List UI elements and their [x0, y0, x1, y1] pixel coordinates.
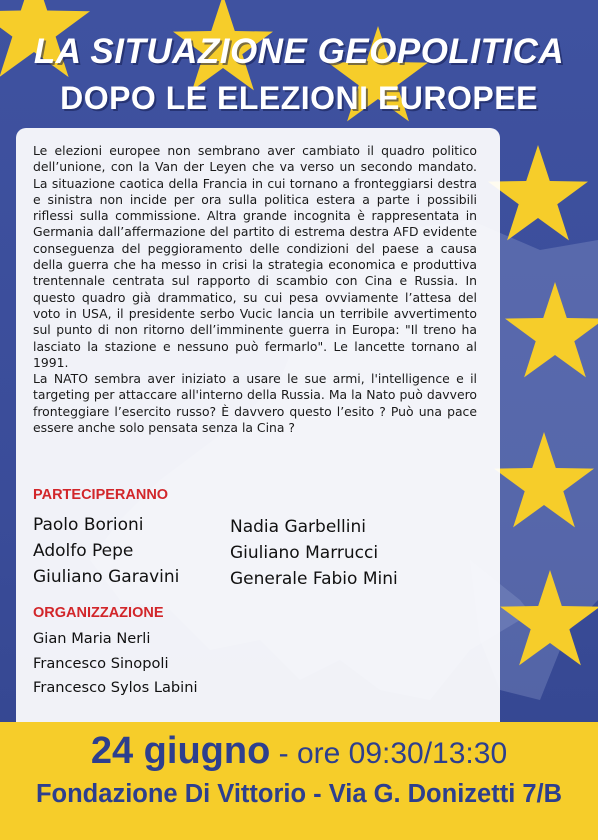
- body-paragraph-2: La NATO sembra aver iniziato a usare le sue armi, l'intelligence e il targeting per attaccare all'interno della Russia. Ma la Nato può davvero fronteggiare l’esercito russo? È davvero questo l’esito ? Può una pace essere anche solo pensata senza la Cina ?: [33, 371, 477, 436]
- participants-column-1: [33, 512, 179, 590]
- star-icon: [488, 145, 588, 241]
- organizer-name: Gian Maria Nerli: [33, 630, 151, 647]
- participant-name: Generale Fabio Mini: [230, 569, 398, 589]
- participant-name: Nadia Garbellini: [230, 517, 366, 537]
- title-line-2: DOPO LE ELEZIONI EUROPEE: [60, 80, 538, 116]
- star-icon: [505, 282, 598, 378]
- participant-name: Adolfo Pepe: [33, 541, 134, 561]
- participants-column-2: [230, 514, 398, 592]
- star-icon: [494, 432, 594, 528]
- event-date: 24 giugno: [90, 730, 271, 772]
- participant-name: Paolo Borioni: [33, 515, 144, 535]
- organization-list: [33, 627, 198, 701]
- participant-name: Giuliano Garavini: [33, 567, 180, 587]
- event-date-line: [0, 730, 598, 773]
- body-paragraph-1: Le elezioni europee non sembrano aver cambiato il quadro politico dell’unione, con la Van der Leyen che va verso un secondo mandato. La situazione caotica della Francia in cui tornano a fronteggiarsi destra e sinistra non incide per ora sulla politica estera a parte i possibili riflessi sulla commissione. Altra grande incognita è rappresentata in Germania dall’affermazione del partito di estrema destra AFD evidente conseguenza del peggioramento delle condizioni del paese a causa della guerra che ha messo in crisi la strategia economica e produttiva trentennale centrata sul rapporto di scambio con Cina e Russia. In questo quadro già drammatico, su cui pesa ovviamente l’attesa del voto in USA, il presidente serbo Vucic lancia un terribile avvertimento sul punto di non ritorno dell’imminente guerra in Europa: "Il treno ha lasciato la stazione e nessuno può fermarlo". Le lancette tornano al 1991.: [33, 143, 477, 370]
- body-text: [33, 143, 477, 436]
- organization-heading: ORGANIZZAZIONE: [33, 605, 164, 621]
- participant-name: Giuliano Marrucci: [230, 543, 379, 563]
- event-venue: Fondazione Di Vittorio - Via G. Donizetti 7/B: [35, 780, 563, 808]
- title-line-1: LA SITUAZIONE GEOPOLITICA: [33, 32, 565, 71]
- star-icon: [500, 570, 598, 666]
- event-time: - ore 09:30/13:30: [270, 737, 508, 770]
- participants-heading: PARTECIPERANNO: [33, 487, 169, 503]
- organizer-name: Francesco Sylos Labini: [33, 679, 198, 696]
- organizer-name: Francesco Sinopoli: [33, 654, 169, 672]
